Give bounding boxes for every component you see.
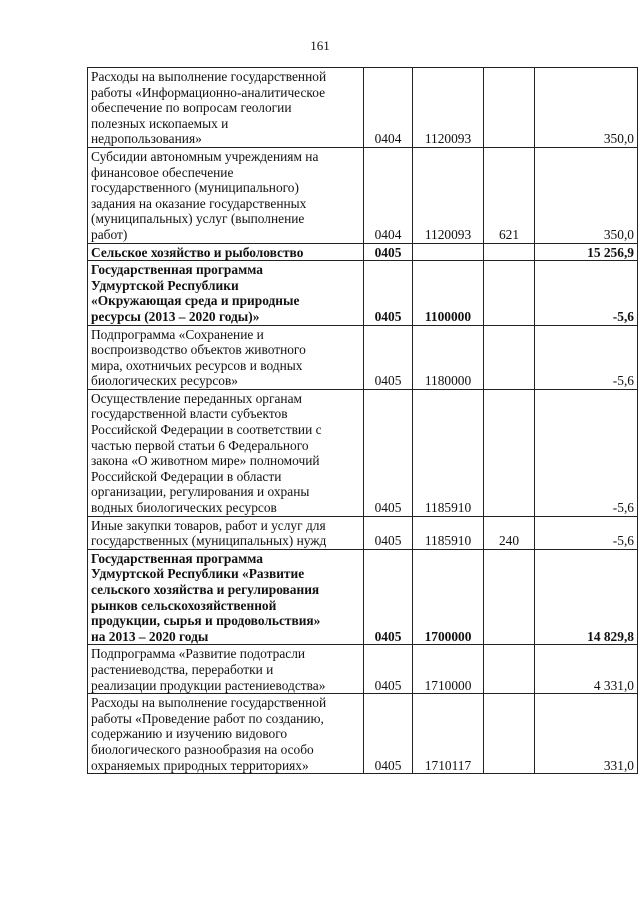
budget-table: [87, 67, 638, 774]
target-code-cell: 1185910: [413, 389, 484, 516]
section-code-cell: 0404: [364, 147, 413, 243]
expense-name-line: Иные закупки товаров, работ и услуг для: [91, 517, 326, 533]
expense-name-line: Сельское хозяйство и рыболовство: [91, 244, 304, 260]
expense-type-cell: [484, 68, 535, 148]
expense-name-cell: [88, 325, 364, 389]
table-row: [88, 516, 638, 549]
expense-name-line: работ): [91, 226, 128, 242]
expense-name-line: Государственная программа: [91, 262, 263, 278]
expense-name-line: государственного (муниципального): [91, 180, 299, 196]
expense-name-line: воспроизводство объектов животного: [91, 342, 306, 358]
expense-name-cell: [88, 389, 364, 516]
target-code-cell: 1710000: [413, 645, 484, 694]
expense-name-line: финансовое обеспечение: [91, 164, 234, 180]
expense-name-line: Российской Федерации в соответствии с: [91, 422, 322, 438]
target-code-cell: 1100000: [413, 261, 484, 325]
expense-name-line: Подпрограмма «Сохранение и: [91, 326, 264, 342]
table-row: [88, 147, 638, 243]
expense-name-line: «Окружающая среда и природные: [91, 293, 300, 309]
expense-name-line: сельского хозяйства и регулирования: [91, 582, 320, 597]
section-code-cell: 0405: [364, 645, 413, 694]
expense-type-cell: [484, 694, 535, 774]
amount-cell: -5,6: [535, 261, 638, 325]
expense-name-line: Осуществление переданных органам: [91, 390, 303, 406]
amount-cell: -5,6: [535, 516, 638, 549]
table-row: [88, 645, 638, 694]
target-code-cell: 1710117: [413, 694, 484, 774]
expense-name-line: работы «Информационно-аналитическое: [91, 84, 326, 100]
expense-name-line: Государственная программа: [91, 550, 263, 566]
expense-type-cell: [484, 325, 535, 389]
expense-name-line: полезных ископаемых и: [91, 115, 229, 131]
expense-name-line: (муниципальных) услуг (выполнение: [91, 211, 305, 227]
expense-name-line: продукции, сырья и продовольствия»: [91, 613, 321, 629]
expense-type-cell: [484, 261, 535, 325]
expense-name-line: задания на оказание государственных: [91, 195, 307, 211]
expense-name-line: растениеводства, переработки и: [91, 661, 274, 677]
expense-name-line: водных биологических ресурсов: [91, 500, 277, 516]
section-code-cell: 0405: [364, 389, 413, 516]
expense-name-line: Расходы на выполнение государственной: [91, 69, 327, 84]
section-code-cell: 0405: [364, 549, 413, 645]
amount-cell: 350,0: [535, 68, 638, 148]
expense-name-line: рынков сельскохозяйственной: [91, 597, 277, 613]
table-row: [88, 325, 638, 389]
target-code-cell: 1120093: [413, 68, 484, 148]
expense-type-cell: [484, 549, 535, 645]
amount-cell: 331,0: [535, 694, 638, 774]
page-number: 161: [310, 38, 330, 53]
expense-type-cell: [484, 389, 535, 516]
table-row: [88, 694, 638, 774]
expense-name-line: ресурсы (2013 – 2020 годы)»: [91, 308, 260, 324]
expense-type-cell: [484, 645, 535, 694]
expense-name-line: государственной власти субъектов: [91, 406, 288, 422]
amount-cell: 350,0: [535, 147, 638, 243]
expense-name-line: Удмуртской Республики: [91, 277, 239, 293]
expense-name-cell: [88, 147, 364, 243]
expense-name-cell: [88, 694, 364, 774]
target-code-cell: 1185910: [413, 516, 484, 549]
target-code-cell: 1180000: [413, 325, 484, 389]
table-row: [88, 243, 638, 261]
expense-name-line: Удмуртской Республики «Развитие: [91, 566, 305, 582]
expense-type-cell: 621: [484, 147, 535, 243]
expense-name-line: закона «О животном мире» полномочий: [91, 453, 320, 469]
amount-cell: 4 331,0: [535, 645, 638, 694]
expense-type-cell: 240: [484, 516, 535, 549]
expense-name-line: Субсидии автономным учреждениям на: [91, 148, 319, 164]
section-code-cell: 0405: [364, 325, 413, 389]
expense-name-line: частью первой статьи 6 Федерального: [91, 437, 309, 453]
expense-name-line: реализации продукции растениеводства»: [91, 677, 326, 693]
table-row: [88, 549, 638, 645]
expense-name-line: государственных (муниципальных) нужд: [91, 533, 327, 549]
expense-name-line: работы «Проведение работ по созданию,: [91, 710, 324, 726]
expense-name-line: Подпрограмма «Развитие подотрасли: [91, 646, 306, 662]
expense-type-cell: [484, 243, 535, 261]
target-code-cell: 1700000: [413, 549, 484, 645]
target-code-cell: 1120093: [413, 147, 484, 243]
expense-name-cell: [88, 645, 364, 694]
expense-name-line: обеспечение по вопросам геологии: [91, 100, 292, 116]
expense-name-line: биологических ресурсов»: [91, 373, 238, 389]
table-row: [88, 68, 638, 148]
expense-name-line: Расходы на выполнение государственной: [91, 695, 327, 711]
section-code-cell: 0405: [364, 694, 413, 774]
section-code-cell: 0405: [364, 261, 413, 325]
expense-name-line: биологического разнообразия на особо: [91, 741, 314, 757]
expense-name-line: содержанию и изучению видового: [91, 726, 288, 742]
expense-name-line: организации, регулирования и охраны: [91, 484, 310, 500]
expense-name-line: охраняемых природных территориях»: [91, 757, 309, 773]
expense-name-line: недропользования»: [91, 131, 202, 147]
amount-cell: -5,6: [535, 389, 638, 516]
expense-name-line: Российской Федерации в области: [91, 468, 282, 484]
section-code-cell: 0405: [364, 243, 413, 261]
target-code-cell: [413, 243, 484, 261]
expense-name-cell: [88, 68, 364, 148]
table-row: [88, 389, 638, 516]
expense-name-line: на 2013 – 2020 годы: [91, 628, 209, 644]
section-code-cell: 0404: [364, 68, 413, 148]
expense-name-cell: [88, 549, 364, 645]
expense-name-cell: [88, 261, 364, 325]
section-code-cell: 0405: [364, 516, 413, 549]
amount-cell: 15 256,9: [535, 243, 638, 261]
table-row: [88, 261, 638, 325]
expense-name-cell: [88, 516, 364, 549]
budget-table-body: [88, 68, 638, 774]
amount-cell: -5,6: [535, 325, 638, 389]
expense-name-cell: [88, 243, 364, 261]
expense-name-line: мира, охотничьих ресурсов и водных: [91, 357, 303, 373]
amount-cell: 14 829,8: [535, 549, 638, 645]
